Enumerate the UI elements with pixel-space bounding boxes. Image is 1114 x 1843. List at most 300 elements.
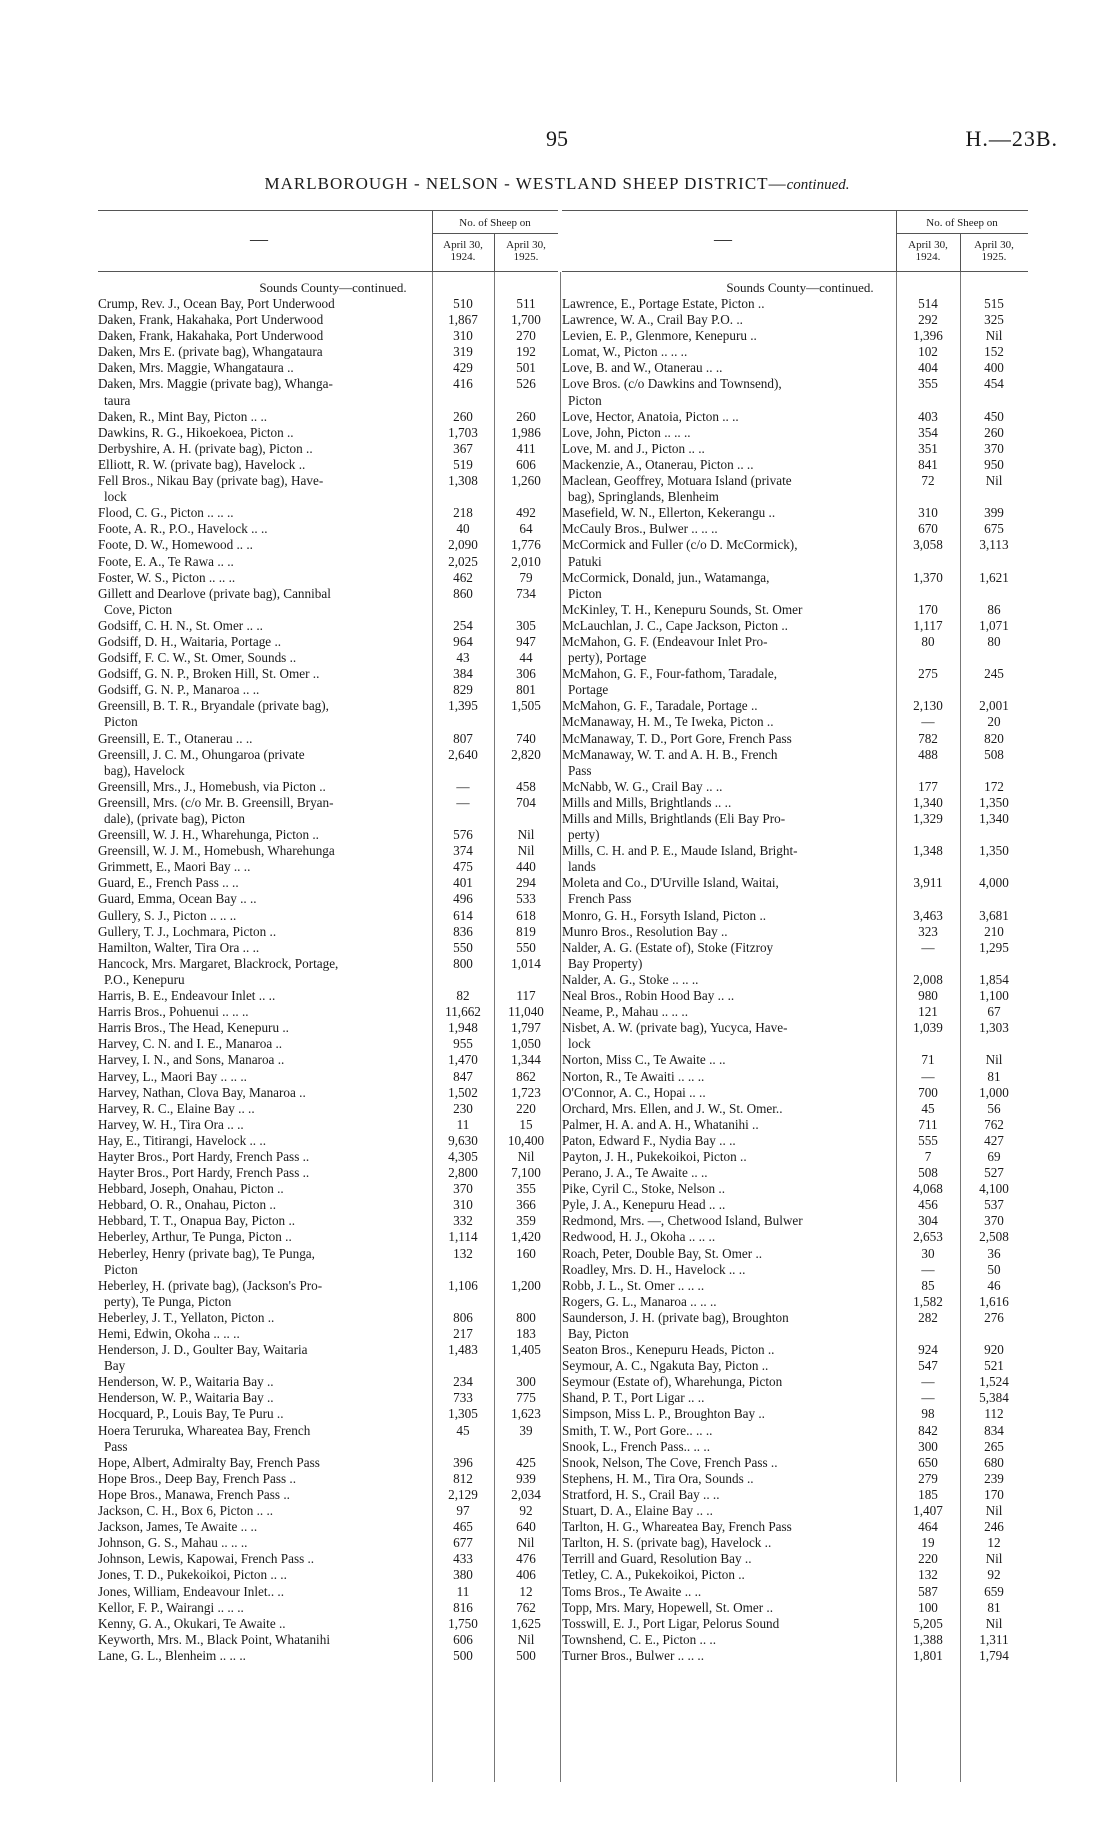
- table-row: [98, 1632, 558, 1648]
- table-row: [98, 505, 558, 521]
- owner-name: Rogers, G. L., Manaroa .. .. ..: [562, 1293, 717, 1309]
- owner-name: Hoera Teruruka, Whareatea Bay, French: [98, 1422, 311, 1438]
- owner-name: Terrill and Guard, Resolution Bay ..: [562, 1551, 752, 1567]
- sheep-1925: 1,625: [511, 1615, 541, 1631]
- sheep-1924: 1,750: [448, 1615, 478, 1631]
- owner-name: Godsiff, C. H. N., St. Omer .. ..: [98, 617, 263, 633]
- right-column: [562, 210, 1028, 1664]
- owner-name: Harris Bros., Pohuenui .. .. ..: [98, 1004, 249, 1020]
- sheep-1925: 4,100: [979, 1181, 1009, 1197]
- table-row: [98, 344, 558, 360]
- owner-name: Heberley, J. T., Yellaton, Picton ..: [98, 1309, 275, 1325]
- sheep-1924: 1,470: [448, 1052, 478, 1068]
- owner-name: Neal Bros., Robin Hood Bay .. ..: [562, 988, 735, 1004]
- sheep-1924: 433: [453, 1551, 473, 1567]
- sheep-1925: Nil: [517, 1148, 535, 1164]
- sheep-1924: 11: [456, 1583, 470, 1599]
- sheep-1925: 406: [516, 1567, 536, 1583]
- owner-name: bag), Springlands, Blenheim: [568, 489, 719, 505]
- sheep-1924: 367: [453, 440, 473, 456]
- sheep-1924: 132: [453, 1245, 473, 1261]
- owner-name: French Pass: [568, 891, 632, 907]
- sheep-1925: Nil: [517, 827, 535, 843]
- sheep-1925: 1,100: [979, 988, 1009, 1004]
- table-row: [98, 666, 558, 682]
- table-row: [562, 312, 1028, 328]
- owner-name: Lawrence, E., Portage Estate, Picton ..: [562, 296, 765, 311]
- table-row: [562, 1294, 1028, 1310]
- owner-name: Henderson, W. P., Waitaria Bay ..: [98, 1390, 274, 1406]
- sheep-1924: 711: [918, 1116, 938, 1132]
- table-row: [562, 956, 1028, 972]
- owner-name: Jones, T. D., Pukekoikoi, Picton .. ..: [98, 1567, 287, 1583]
- table-row: [98, 1406, 558, 1422]
- owner-name: Tarlton, H. S. (private bag), Havelock ..: [562, 1535, 772, 1551]
- owner-name: Godsiff, G. N. P., Manaroa .. ..: [98, 682, 260, 698]
- sheep-1925: 501: [516, 360, 536, 376]
- table-row: [562, 1069, 1028, 1085]
- sheep-1925: 950: [984, 456, 1004, 472]
- owner-name: Snook, Nelson, The Cove, French Pass ..: [562, 1454, 778, 1470]
- sheep-1925: 3,113: [979, 537, 1009, 553]
- owner-name: Picton: [104, 1261, 138, 1277]
- owner-name: Harvey, C. N. and I. E., Manaroa ..: [98, 1036, 283, 1052]
- sheep-1924: 374: [453, 843, 473, 859]
- sheep-1924: 836: [453, 923, 473, 939]
- table-row: [562, 393, 1028, 409]
- sheep-1925: 92: [519, 1503, 533, 1519]
- table-row: [562, 1036, 1028, 1052]
- sheep-1924: 9,630: [448, 1132, 478, 1148]
- sheep-1925: 1,616: [979, 1293, 1009, 1309]
- table-row: [562, 1197, 1028, 1213]
- sheep-1925: 39: [519, 1422, 533, 1438]
- owner-name: Pyle, J. A., Kenepuru Head .. ..: [562, 1197, 726, 1213]
- owner-name: Greensill, J. C. M., Ohungaroa (private: [98, 746, 305, 762]
- owner-name: Moleta and Co., D'Urville Island, Waitai,: [562, 875, 779, 891]
- sheep-1924: 2,800: [448, 1165, 478, 1181]
- sheep-1925: 450: [984, 408, 1004, 424]
- table-row: [562, 1085, 1028, 1101]
- col-1924-header: April 30, 1924.: [908, 239, 948, 263]
- sheep-1924: 514: [918, 296, 938, 311]
- sheep-1924: 71: [921, 1052, 935, 1068]
- owner-name: Tarlton, H. G., Whareatea Bay, French Pass: [562, 1519, 792, 1535]
- sheep-1924: 2,653: [913, 1229, 943, 1245]
- sheep-1925: 1,524: [979, 1374, 1009, 1390]
- owner-name: Bay, Picton: [568, 1326, 629, 1341]
- sheep-1924: 964: [453, 633, 473, 649]
- table-row: [562, 409, 1028, 425]
- owner-name: Neame, P., Mahau .. .. ..: [562, 1004, 688, 1020]
- sheep-1925: 359: [516, 1213, 536, 1229]
- table-row: [562, 1390, 1028, 1406]
- sheep-1925: 1,000: [979, 1084, 1009, 1100]
- table-row: [98, 827, 558, 843]
- table-row: [562, 1004, 1028, 1020]
- left-column-rule-b: [494, 272, 495, 1782]
- owner-name: Hamilton, Walter, Tira Ora .. ..: [98, 939, 260, 955]
- sheep-1925: 170: [984, 1486, 1004, 1502]
- sheep-1925: 300: [516, 1374, 536, 1390]
- owner-name: Pass: [104, 1438, 128, 1454]
- sheep-1925: 1,260: [511, 473, 541, 489]
- sheep-1925: 550: [516, 939, 536, 955]
- owner-name: Henderson, J. D., Goulter Bay, Waitaria: [98, 1342, 308, 1358]
- table-row: [562, 1632, 1028, 1648]
- sheep-1924: 496: [453, 891, 473, 907]
- sheep-1924: 100: [918, 1599, 938, 1615]
- sheep-1925: 762: [984, 1116, 1004, 1132]
- owner-name: Maclean, Geoffrey, Motuara Island (private: [562, 473, 792, 489]
- table-row: [562, 505, 1028, 521]
- sheep-1924: 508: [918, 1165, 938, 1181]
- owner-name: Love, Hector, Anatoia, Picton .. ..: [562, 408, 739, 424]
- sheep-1924: 488: [918, 746, 938, 762]
- table-row: [98, 634, 558, 650]
- table-row: [562, 360, 1028, 376]
- owner-name: Greensill, W. J. H., Wharehunga, Picton ..: [98, 827, 319, 843]
- table-row: [98, 1117, 558, 1133]
- sheep-1924: 85: [921, 1277, 935, 1293]
- table-row: [98, 1310, 558, 1326]
- table-row: [98, 1326, 558, 1342]
- sheep-1925: 67: [987, 1004, 1001, 1020]
- sheep-1925: Nil: [985, 473, 1003, 489]
- sheep-1925: 265: [984, 1438, 1004, 1454]
- owner-name: Henderson, W. P., Waitaria Bay ..: [98, 1374, 274, 1390]
- sheep-1925: 1,295: [979, 939, 1009, 955]
- owner-name: Norton, R., Te Awaiti .. .. ..: [562, 1068, 705, 1084]
- table-row: [562, 537, 1028, 553]
- table-row: [562, 666, 1028, 682]
- owner-name: Foote, D. W., Homewood .. ..: [98, 537, 253, 553]
- owner-name: Tosswill, E. J., Port Ligar, Pelorus Sound: [562, 1615, 780, 1631]
- sheep-1925: 819: [516, 923, 536, 939]
- sheep-1924: 370: [453, 1181, 473, 1197]
- sheep-1925: 1,623: [511, 1406, 541, 1422]
- table-row: [562, 795, 1028, 811]
- table-row: [98, 1616, 558, 1632]
- sheep-1924: 351: [918, 440, 938, 456]
- sheep-1925: Nil: [517, 1631, 535, 1647]
- owner-name: Stephens, H. M., Tira Ora, Sounds ..: [562, 1470, 754, 1486]
- sheep-1924: 332: [453, 1213, 473, 1229]
- table-row: [562, 554, 1028, 570]
- table-row: [562, 682, 1028, 698]
- sheep-1924: 7: [924, 1148, 932, 1164]
- sheep-1924: 80: [921, 633, 935, 649]
- sheep-1925: 306: [516, 666, 536, 682]
- owner-name: Topp, Mrs. Mary, Hopewell, St. Omer ..: [562, 1599, 774, 1615]
- table-row: [98, 779, 558, 795]
- sheep-1925: 1,700: [511, 312, 541, 328]
- sheep-1925: 160: [516, 1245, 536, 1261]
- sheep-1924: 2,025: [448, 553, 478, 569]
- sheep-1924: 1,308: [448, 473, 478, 489]
- sheep-1924: 841: [918, 456, 938, 472]
- sheep-1925: 740: [516, 730, 536, 746]
- sheep-1925: 834: [984, 1422, 1004, 1438]
- table-row: [562, 1551, 1028, 1567]
- sheep-1925: 734: [516, 585, 536, 601]
- sheep-1924: 677: [453, 1535, 473, 1551]
- table-row: [562, 1229, 1028, 1245]
- sheep-1924: 1,582: [913, 1293, 943, 1309]
- owner-name: Masefield, W. N., Ellerton, Kekerangu ..: [562, 505, 776, 521]
- owner-name: Hebbard, Joseph, Onahau, Picton ..: [98, 1181, 284, 1197]
- owner-name: Bay Property): [568, 955, 643, 971]
- owner-name: Dawkins, R. G., Hikoekoea, Picton ..: [98, 424, 294, 440]
- table-row: [98, 763, 558, 779]
- sheep-1924: 650: [918, 1454, 938, 1470]
- owner-name: Foster, W. S., Picton .. .. ..: [98, 569, 236, 585]
- sheep-1925: 79: [519, 569, 533, 585]
- owner-name: Hayter Bros., Port Hardy, French Pass ..: [98, 1148, 310, 1164]
- owner-name: Kenny, G. A., Okukari, Te Awaite ..: [98, 1615, 286, 1631]
- sheep-1924: 304: [918, 1213, 938, 1229]
- table-row: [98, 409, 558, 425]
- owner-name: McCauly Bros., Bulwer .. .. ..: [562, 521, 718, 537]
- sheep-1924: 806: [453, 1309, 473, 1325]
- sheep-1924: 217: [453, 1326, 473, 1341]
- sheep-on-header: No. of Sheep on: [926, 217, 998, 229]
- table-row: [562, 1342, 1028, 1358]
- table-row: [98, 441, 558, 457]
- sheep-1924: 519: [453, 456, 473, 472]
- sheep-1925: 640: [516, 1519, 536, 1535]
- document-reference: H.—23B.: [965, 126, 1058, 151]
- sheep-1924: 403: [918, 408, 938, 424]
- sheep-1924: 1,396: [913, 328, 943, 344]
- sheep-1924: 97: [456, 1503, 470, 1519]
- owner-name: Hayter Bros., Port Hardy, French Pass ..: [98, 1165, 310, 1181]
- table-row: [98, 1567, 558, 1583]
- table-row: [98, 1423, 558, 1439]
- owner-name: Stuart, D. A., Elaine Bay .. ..: [562, 1503, 713, 1519]
- owner-name: Greensill, W. J. M., Homebush, Wharehunga: [98, 843, 335, 859]
- sheep-1924: 30: [921, 1245, 935, 1261]
- sheep-1925: 36: [987, 1245, 1001, 1261]
- owner-name: Greensill, Mrs., J., Homebush, via Picton ..: [98, 778, 326, 794]
- owner-name: Smith, T. W., Port Gore.. .. ..: [562, 1422, 713, 1438]
- sheep-1924: 185: [918, 1486, 938, 1502]
- sheep-1925: 5,384: [979, 1390, 1009, 1406]
- table-row: [562, 425, 1028, 441]
- sheep-1924: —: [456, 794, 470, 810]
- sheep-1924: 1,329: [913, 811, 943, 826]
- sheep-1925: 112: [984, 1406, 1004, 1422]
- owner-name: McCormick and Fuller (c/o D. McCormick),: [562, 537, 798, 553]
- page-number: 95: [546, 126, 568, 151]
- sheep-1924: 1,948: [448, 1020, 478, 1036]
- sheep-1924: 220: [918, 1551, 938, 1567]
- table-row: [562, 698, 1028, 714]
- owner-name: Toms Bros., Te Awaite .. ..: [562, 1583, 702, 1599]
- sheep-1925: 1,350: [979, 843, 1009, 859]
- sheep-1925: 92: [987, 1567, 1001, 1583]
- owner-name: Johnson, Lewis, Kapowai, French Pass ..: [98, 1551, 315, 1567]
- owner-name: Elliott, R. W. (private bag), Havelock ..: [98, 456, 306, 472]
- sheep-1924: 98: [921, 1406, 935, 1422]
- table-row: [98, 1503, 558, 1519]
- table-row: [562, 296, 1028, 312]
- sheep-on-header: No. of Sheep on: [459, 217, 531, 229]
- sheep-1925: 56: [987, 1100, 1001, 1116]
- sheep-1925: 862: [516, 1068, 536, 1084]
- owner-name: perty), Te Punga, Picton: [104, 1293, 232, 1309]
- owner-name: Picton: [568, 585, 602, 601]
- sheep-1925: 69: [987, 1148, 1001, 1164]
- owner-name: Monro, G. H., Forsyth Island, Picton ..: [562, 907, 767, 923]
- owner-name: Johnson, G. S., Mahau .. .. ..: [98, 1535, 248, 1551]
- sheep-1925: 81: [987, 1068, 1001, 1084]
- sheep-1924: 43: [456, 650, 470, 666]
- sheep-1924: 1,114: [448, 1229, 478, 1245]
- owner-name: O'Connor, A. C., Hopai .. ..: [562, 1084, 706, 1100]
- sheep-1925: 618: [516, 907, 536, 923]
- table-row: [98, 1439, 558, 1455]
- table-row: [562, 1406, 1028, 1422]
- owner-name: Cove, Picton: [104, 601, 173, 617]
- table-row: [98, 376, 558, 392]
- sheep-1924: —: [921, 1374, 935, 1390]
- sheep-1925: 2,001: [979, 698, 1009, 714]
- sheep-1924: 121: [918, 1004, 938, 1020]
- table-row: [98, 1133, 558, 1149]
- sheep-1924: 1,867: [448, 312, 478, 328]
- sheep-1924: 82: [456, 988, 470, 1004]
- title-main: MARLBOROUGH - NELSON - WESTLAND SHEEP DISTRICT—: [264, 174, 787, 193]
- sheep-1925: 1,014: [511, 955, 541, 971]
- sheep-1925: 2,010: [511, 553, 541, 569]
- owner-name: Guard, Emma, Ocean Bay .. ..: [98, 891, 257, 907]
- sheep-1924: 510: [453, 296, 473, 311]
- sheep-1925: 3,681: [979, 907, 1009, 923]
- sheep-1924: 230: [453, 1100, 473, 1116]
- col-1925-header: April 30, 1925.: [974, 239, 1014, 263]
- owner-name: McMahon, G. F., Four-fathom, Taradale,: [562, 666, 778, 682]
- table-row: [562, 1584, 1028, 1600]
- table-row: [562, 1101, 1028, 1117]
- table-row: [562, 489, 1028, 505]
- table-row: [98, 1229, 558, 1245]
- sheep-1924: 1,483: [448, 1342, 478, 1358]
- sheep-1924: 404: [918, 360, 938, 376]
- sheep-1925: 399: [984, 505, 1004, 521]
- table-row: [98, 714, 558, 730]
- sheep-1925: 659: [984, 1583, 1004, 1599]
- sheep-1925: 246: [984, 1519, 1004, 1535]
- table-row: [98, 586, 558, 602]
- sheep-1924: 429: [453, 360, 473, 376]
- left-table-body: [98, 280, 558, 1664]
- table-row: [562, 1455, 1028, 1471]
- sheep-1925: Nil: [985, 328, 1003, 344]
- owner-name: Gullery, T. J., Lochmara, Picton ..: [98, 923, 277, 939]
- owner-name: Simpson, Miss L. P., Broughton Bay ..: [562, 1406, 765, 1422]
- table-row: [562, 1471, 1028, 1487]
- owner-name: Hope Bros., Deep Bay, French Pass ..: [98, 1470, 297, 1486]
- sheep-1925: 50: [987, 1261, 1001, 1277]
- right-column-rule-a: [896, 272, 897, 1782]
- sheep-1924: —: [921, 714, 935, 730]
- sheep-1924: —: [921, 939, 935, 955]
- table-row: [562, 1262, 1028, 1278]
- sheep-1924: 1,340: [913, 794, 943, 810]
- sheep-1925: 46: [987, 1277, 1001, 1293]
- sheep-1924: 310: [453, 1197, 473, 1213]
- sheep-1924: —: [921, 1390, 935, 1406]
- table-row: [98, 602, 558, 618]
- table-row: [98, 891, 558, 907]
- sheep-1924: 733: [453, 1390, 473, 1406]
- table-row: [98, 1246, 558, 1262]
- table-row: [562, 1616, 1028, 1632]
- owner-name: McManaway, W. T. and A. H. B., French: [562, 746, 778, 762]
- sheep-1925: 12: [519, 1583, 533, 1599]
- owner-name: Hebbard, O. R., Onahau, Picton ..: [98, 1197, 276, 1213]
- sheep-1925: 192: [516, 344, 536, 360]
- sheep-1925: 1,420: [511, 1229, 541, 1245]
- table-row: [562, 940, 1028, 956]
- sheep-1925: 606: [516, 456, 536, 472]
- sheep-1925: 1,797: [511, 1020, 541, 1036]
- sheep-1925: 260: [984, 424, 1004, 440]
- sheep-1925: 245: [984, 666, 1004, 682]
- owner-name: Nalder, A. G., Stoke .. .. ..: [562, 971, 699, 987]
- owner-name: McManaway, H. M., Te Iweka, Picton ..: [562, 714, 774, 730]
- table-row: [562, 811, 1028, 827]
- owner-name: Townshend, C. E., Picton .. ..: [562, 1631, 717, 1647]
- table-row: [98, 457, 558, 473]
- sheep-1924: 234: [453, 1374, 473, 1390]
- owner-name: Mills, C. H. and P. E., Maude Island, Bright-: [562, 843, 798, 859]
- sheep-1924: 1,106: [448, 1277, 478, 1293]
- sheep-1925: 64: [519, 521, 533, 537]
- owner-name: Paton, Edward F., Nydia Bay .. ..: [562, 1132, 736, 1148]
- sheep-1925: Nil: [985, 1052, 1003, 1068]
- sheep-1925: 11,040: [508, 1004, 544, 1020]
- table-row: [562, 747, 1028, 763]
- owner-name: McMahon, G. F. (Endeavour Inlet Pro-: [562, 633, 768, 649]
- table-row: [98, 747, 558, 763]
- table-row: [562, 1310, 1028, 1326]
- table-row: [562, 1052, 1028, 1068]
- owner-name: lands: [568, 859, 596, 875]
- owner-name: Snook, L., French Pass.. .. ..: [562, 1438, 710, 1454]
- sheep-1924: 816: [453, 1599, 473, 1615]
- sheep-1924: 416: [453, 376, 473, 392]
- table-row: [98, 1487, 558, 1503]
- owner-name: Picton: [104, 714, 138, 730]
- sheep-1924: 1,348: [913, 843, 943, 859]
- sheep-1924: 218: [453, 505, 473, 521]
- table-row: [98, 859, 558, 875]
- table-row: [98, 328, 558, 344]
- sheep-1925: 515: [984, 296, 1004, 311]
- sheep-1925: 680: [984, 1454, 1004, 1470]
- table-row: [98, 956, 558, 972]
- sheep-1924: 3,058: [913, 537, 943, 553]
- table-row: [562, 827, 1028, 843]
- table-row: [562, 714, 1028, 730]
- sheep-1924: 260: [453, 408, 473, 424]
- sheep-1924: 1,117: [913, 617, 943, 633]
- owner-name: Munro Bros., Resolution Bay ..: [562, 923, 728, 939]
- table-row: [562, 859, 1028, 875]
- owner-name: Perano, J. A., Te Awaite .. ..: [562, 1165, 708, 1181]
